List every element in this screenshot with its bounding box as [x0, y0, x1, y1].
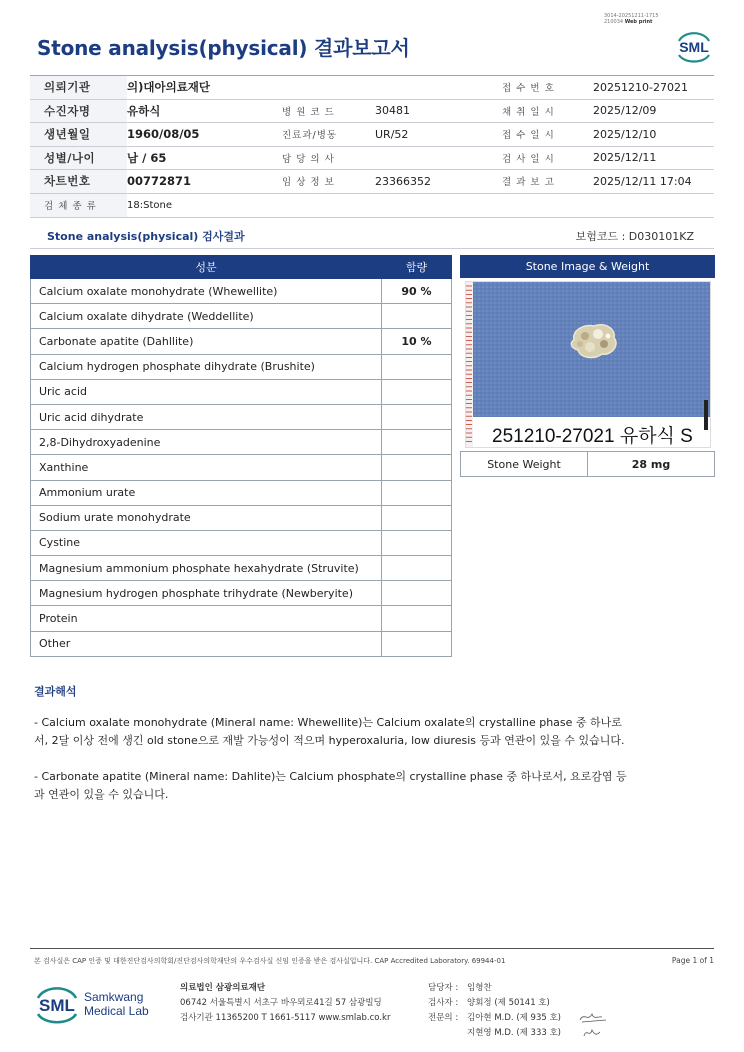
table-row: [31, 430, 452, 455]
info-value: 2025/12/09: [593, 104, 657, 118]
info-label: 임 상 정 보: [282, 177, 335, 189]
page-number: Page 1 of 1: [671, 956, 714, 965]
info-value: 의)대아의료재단: [127, 80, 211, 95]
staff-row: [428, 1011, 561, 1026]
info-label: 수진자명: [30, 100, 127, 123]
info-label: 채 취 일 시: [502, 106, 555, 118]
result-section-header: [30, 223, 714, 249]
table-row: [31, 556, 452, 581]
table-row: [31, 379, 452, 404]
insurance-code: 보험코드 : D030101KZ: [575, 229, 694, 243]
component-amount: [382, 404, 452, 429]
component-name: Uric acid dihydrate: [31, 404, 382, 429]
info-label: 진료과/병동: [282, 130, 338, 142]
component-name: Sodium urate monohydrate: [31, 505, 382, 530]
report-code-line2: 210034: [604, 19, 624, 25]
component-name: Cystine: [31, 530, 382, 555]
info-value: UR/52: [375, 127, 409, 141]
corporation-contact: 검사기관 11365200 T 1661-5117 www.smlab.co.kr: [180, 1013, 391, 1023]
info-value: [375, 76, 502, 99]
component-amount: 10 %: [382, 329, 452, 354]
staff-row: [428, 981, 561, 996]
table-row: [31, 581, 452, 606]
info-label: 성별/나이: [30, 147, 127, 170]
report-code-line1: 3014-20251211-1715: [604, 13, 659, 19]
info-value: 1960/08/05: [127, 127, 200, 142]
table-row: [31, 480, 452, 505]
corporation-address: 06742 서울특별시 서초구 바우뫼로41길 57 삼광빌딩: [180, 998, 382, 1008]
component-amount: 90 %: [382, 279, 452, 304]
table-row: [31, 329, 452, 354]
info-value: 20251210-27021: [593, 80, 688, 94]
footer-divider: [30, 948, 714, 949]
component-amount: [382, 606, 452, 631]
info-value: 23366352: [375, 174, 431, 188]
info-label: 접 수 일 시: [502, 130, 555, 142]
interpretation-paragraph-2: - Carbonate apatite (Mineral name: Dahlite)는 Calcium phosphate의 crystalline phase 중 하나로서, 요로감염 등과 연관이 있을 수 있습니다.: [34, 770, 627, 801]
corporation-name: 의료법인 삼광의료재단: [180, 983, 266, 993]
component-col-header: 성분: [31, 256, 382, 279]
info-label: 결 과 보 고: [502, 177, 555, 189]
table-row: [31, 631, 452, 656]
specimen-row: [30, 194, 714, 218]
stone-weight-row: [460, 451, 715, 477]
component-name: Calcium oxalate dihydrate (Weddellite): [31, 304, 382, 329]
specimen-label: 검 체 종 류: [30, 194, 127, 217]
component-name: Xanthine: [31, 455, 382, 480]
stone-photo: [465, 281, 711, 448]
info-value: 2025/12/11 17:04: [593, 174, 692, 188]
info-row: [30, 76, 714, 100]
component-amount: [382, 354, 452, 379]
interpretation-text: [34, 714, 634, 822]
footer-logo-name1: Samkwang: [84, 990, 144, 1004]
interpretation-paragraph-1: - Calcium oxalate monohydrate (Mineral name: Whewellite)는 Calcium oxalate의 crystalline phase 중 하나로서, 2달 이상 전에 생긴 old stone으로 재발 가능성이 적으며 hyperoxaluria, low diuresis 등과 연관이 있을 수 있습니다.: [34, 716, 625, 747]
component-amount: [382, 556, 452, 581]
staff-role: [428, 1026, 467, 1041]
staff-row: [428, 1026, 561, 1041]
stone-photo-drawing: [466, 282, 711, 448]
component-table: [30, 255, 452, 657]
stone-weight-value: 28 mg: [631, 457, 671, 471]
component-name: Magnesium ammonium phosphate hexahydrate (Struvite): [31, 556, 382, 581]
info-label: 의뢰기관: [30, 76, 127, 99]
staff-role: 전문의 :: [428, 1013, 459, 1023]
info-label: 병 원 코 드: [282, 106, 335, 118]
staff-name: 임형찬: [467, 983, 492, 993]
component-name: Calcium hydrogen phosphate dihydrate (Brushite): [31, 354, 382, 379]
signature-icon: [578, 1008, 610, 1042]
info-row: [30, 147, 714, 171]
table-row: [31, 404, 452, 429]
component-name: Magnesium hydrogen phosphate trihydrate (Newberyite): [31, 581, 382, 606]
info-row: [30, 170, 714, 194]
info-row: [30, 100, 714, 124]
staff-name: 지현영 M.D. (제 333 호): [467, 1028, 562, 1038]
table-row: [31, 505, 452, 530]
component-name: 2,8-Dihydroxyadenine: [31, 430, 382, 455]
component-amount: [382, 430, 452, 455]
info-value: 00772871: [127, 174, 192, 189]
result-section-title: Stone analysis(physical) 검사결과: [47, 229, 245, 243]
patient-info-table: [30, 75, 714, 218]
specimen-value: 18:Stone: [127, 199, 172, 211]
info-value: [375, 147, 502, 170]
corporation-info: [180, 981, 390, 1026]
component-amount: [382, 505, 452, 530]
info-value: 2025/12/10: [593, 127, 657, 141]
component-amount: [382, 304, 452, 329]
component-amount: [382, 631, 452, 656]
info-row: [30, 123, 714, 147]
component-name: Calcium oxalate monohydrate (Whewellite): [31, 279, 382, 304]
samkwang-logo-icon: [36, 982, 168, 1026]
accreditation-note: 본 검사실은 CAP 인증 및 대한진단검사의학회/진단검사의학재단의 우수검사실 신임 인증을 받은 검사실입니다. CAP Accredited Laboratory. 69944-01: [34, 957, 506, 965]
staff-role: 담당자 :: [428, 983, 459, 993]
component-name: Ammonium urate: [31, 480, 382, 505]
info-label: [282, 76, 375, 99]
web-print-tag: Web print: [624, 19, 653, 25]
staff-list: [428, 981, 561, 1041]
info-label: 검 사 일 시: [502, 153, 555, 165]
table-row: [31, 354, 452, 379]
component-amount: [382, 530, 452, 555]
page-title: Stone analysis(physical) 결과보고서: [37, 36, 410, 60]
info-value: 2025/12/11: [593, 151, 657, 165]
table-row: [31, 279, 452, 304]
table-row: [31, 455, 452, 480]
stone-panel: [460, 255, 715, 477]
interpretation-title: 결과해석: [34, 685, 77, 698]
staff-role: 검사자 :: [428, 998, 459, 1008]
staff-name: 김아현 M.D. (제 935 호): [467, 1013, 562, 1023]
component-name: Protein: [31, 606, 382, 631]
component-amount: [382, 455, 452, 480]
stone-weight-label: Stone Weight: [461, 452, 588, 476]
staff-name: 양회정 (제 50141 호): [467, 998, 550, 1008]
info-value: 30481: [375, 104, 410, 118]
component-name: Other: [31, 631, 382, 656]
info-value: 남 / 65: [127, 150, 167, 165]
component-amount: [382, 480, 452, 505]
footer-logo-name2: Medical Lab: [84, 1004, 149, 1018]
component-name: Carbonate apatite (Dahllite): [31, 329, 382, 354]
amount-col-header: 함량: [382, 256, 452, 279]
footer-logo-text: SML: [39, 996, 75, 1015]
info-label: 차트번호: [30, 170, 127, 193]
report-code: [604, 13, 659, 25]
info-label: 접 수 번 호: [502, 83, 555, 95]
info-value: 유하식: [127, 103, 161, 118]
table-row: [31, 606, 452, 631]
sml-logo-text: SML: [679, 39, 709, 55]
info-label: 담 당 의 사: [282, 153, 335, 165]
stone-photo-label: 251210-27021 유하식 S: [492, 426, 693, 447]
stone-panel-header: Stone Image & Weight: [460, 255, 715, 278]
table-row: [31, 530, 452, 555]
sml-logo-icon: [673, 27, 715, 63]
component-amount: [382, 581, 452, 606]
staff-row: [428, 996, 561, 1011]
component-name: Uric acid: [31, 379, 382, 404]
info-label: 생년월일: [30, 123, 127, 146]
table-row: [31, 304, 452, 329]
component-amount: [382, 379, 452, 404]
